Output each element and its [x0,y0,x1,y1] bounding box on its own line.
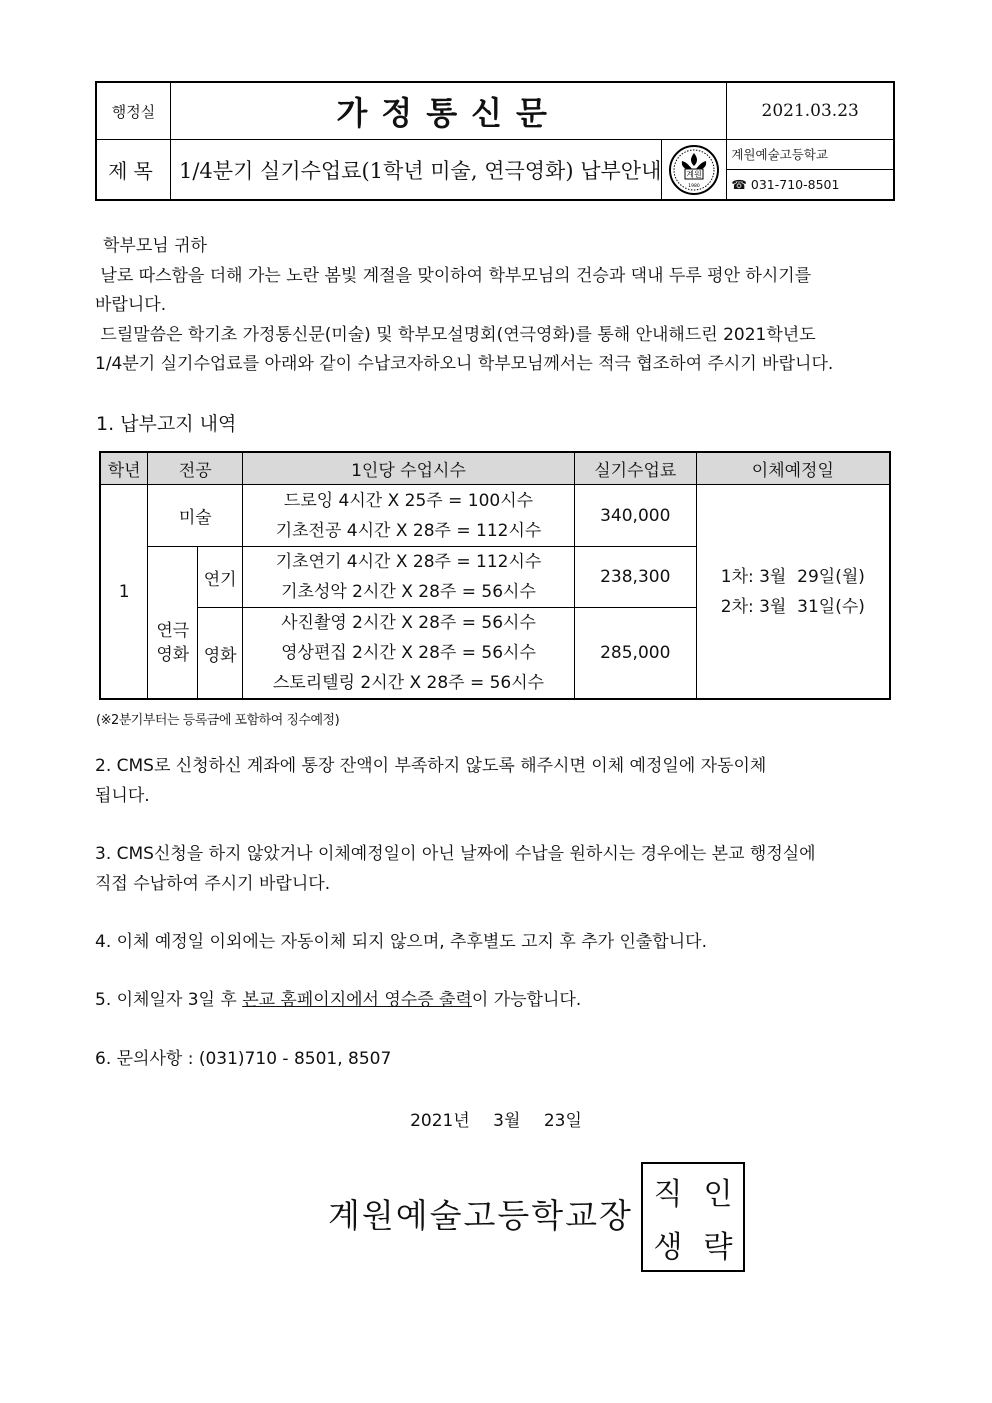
item-3 [95,840,901,899]
hours-film-line-3: 스토리텔링 2시간 X 28주 = 56시수 [272,673,545,693]
transfer-dates [696,485,890,700]
school-emblem-icon [668,144,720,196]
hours-art-line-2: 기초전공 4시간 X 28주 = 112시수 [275,520,542,541]
seal-char-3: 생 [653,1229,683,1265]
seal-char-1: 직 [653,1176,683,1212]
item-3-line-2: 직접 수납하여 주시기 바랍니다. [95,873,331,894]
seal-char-4: 략 [703,1229,733,1265]
col-header-transfer-date: 이체예정일 [696,452,890,485]
col-header-major: 전공 [148,452,243,485]
subject-text: 1/4분기 실기수업료(1학년 미술, 연극영화) 납부안내 [171,140,662,201]
col-header-grade: 학년 [100,452,148,485]
item-5-suffix: 이 가능합니다. [471,990,582,1010]
hours-film-line-1: 사진촬영 2시간 X 28주 = 56시수 [281,613,536,633]
item-2-line-2: 됩니다. [95,785,150,806]
item-4: 4. 이체 예정일 이외에는 자동이체 되지 않으며, 추후별도 고지 후 추가 인출합니다. [95,932,707,952]
fee-art: 340,000 [574,485,696,547]
item-5-prefix: 5. 이체일자 3일 후 [95,990,243,1010]
fee-table [99,451,891,700]
hours-acting-line-2: 기초성악 2시간 X 28주 = 56시수 [281,582,536,602]
hours-film-line-2: 영상편집 2시간 X 28주 = 56시수 [281,643,536,663]
grade-cell: 1 [100,485,148,700]
hours-film [243,608,575,700]
school-info-cell [727,140,894,201]
hours-acting [243,547,575,608]
document-date: 2021.03.23 [727,82,894,140]
sub-major-acting: 연기 [198,547,243,608]
sign-date: 2021년 3월 23일 [410,1111,582,1131]
fee-table-header-row [100,452,890,485]
item-6: 6. 문의사항 : (031)710 - 8501, 8507 [95,1049,392,1069]
intro-paragraph-1-line-1: 날로 따스함을 더해 가는 노란 봄빛 계절을 맞이하여 학부모님의 건승과 댁내 두루 평안 하시기를 [95,265,812,286]
greeting: 학부모님 귀하 [103,236,207,256]
major-art: 미술 [148,485,243,547]
hours-acting-line-1: 기초연기 4시간 X 28주 = 112시수 [275,552,542,572]
item-3-line-1: 3. CMS신청을 하지 않았거나 이체예정일이 아닌 날짜에 수납을 원하시는 경우에는 본교 행정실에 [95,844,816,864]
subject-label: 제목 [96,140,171,201]
school-logo-cell [662,140,727,201]
item-2 [95,752,901,811]
intro-paragraph-1-line-2: 바랍니다. [95,295,167,315]
school-phone: ☎ 031-710-8501 [731,177,840,192]
col-header-fee: 실기수업료 [574,452,696,485]
table-note: (※2분기부터는 등록금에 포함하여 징수예정) [96,713,340,728]
document-title: 가정통신문 [171,82,727,140]
principal-name: 계원예술고등학교장 [328,1196,633,1235]
fee-acting: 238,300 [574,547,696,608]
seal-char-2: 인 [703,1176,733,1212]
section-1-title: 1. 납부고지 내역 [96,413,237,435]
intro-paragraph-2-line-1: 드릴말씀은 학기초 가정통신문(미술) 및 학부모설명회(연극영화)를 통해 안내해드린 2021학년도 [95,324,816,345]
intro-paragraph-2-line-2: 1/4분기 실기수업료를 아래와 같이 수납코자하오니 학부모님께서는 적극 협조하여 주시기 바랍니다. [95,354,834,374]
item-5 [95,986,901,1016]
transfer-date-2: 2차: 3월 31일(수) [720,596,865,617]
item-2-line-1: 2. CMS로 신청하신 계좌에 통장 잔액이 부족하지 않도록 해주시면 이체 예정일에 자동이체 [95,756,767,776]
transfer-date-1: 1차: 3월 29일(월) [720,566,865,587]
hours-art [243,485,575,547]
logo-text: 계원 [686,169,703,179]
header-table [95,81,895,201]
seal-omitted-box [641,1162,745,1272]
fee-film: 285,000 [574,608,696,700]
sub-major-film: 영화 [198,608,243,700]
col-header-hours: 1인당 수업시수 [243,452,575,485]
intro-section [95,232,901,380]
office-label: 행정실 [96,82,171,140]
school-name: 계원예술고등학교 [727,140,893,170]
hours-art-line-1: 드로잉 4시간 X 25주 = 100시수 [283,490,534,511]
logo-year: 1980 [688,183,701,189]
homepage-receipt-link[interactable]: 본교 홈페이지에서 영수증 출력 [242,990,472,1010]
major-theater-film: 연극 영화 [148,547,198,700]
table-row-art [100,485,890,547]
